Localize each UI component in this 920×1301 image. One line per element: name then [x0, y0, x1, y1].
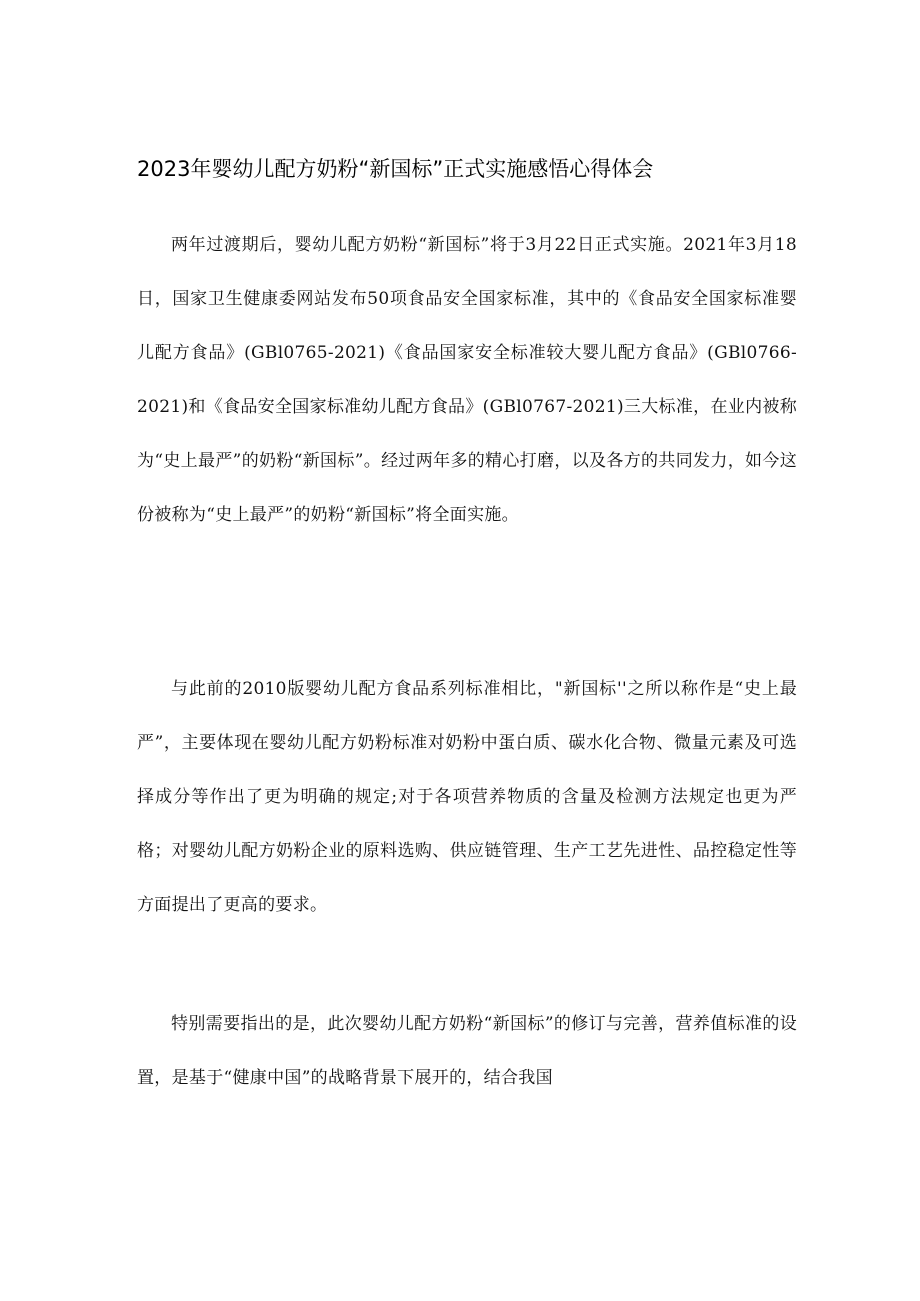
paragraph-3: 特别需要指出的是，此次婴幼儿配方奶粉“新国标”的修订与完善，营养值标准的设置，是基于“健康中国”的战略背景下展开的，结合我国 — [137, 1014, 797, 1088]
paragraph-1: 两年过渡期后，婴幼儿配方奶粉“新国标”将于3月22日正式实施。2021年3月18日，国家卫生健康委网站发布50项食品安全国家标准，其中的《食品安全国家标准婴儿配方食品》(GBl0765-2021)《食品国家安全标准较大婴儿配方食品》(GBl0766-2021)和《食品安全国家标准幼儿配方食品》(GBl0767-2021)三大标准，在业内被称为“史上最严”的奶粉“新国标”。经过两年多的精心打磨，以及各方的共同发力，如今这份被称为“史上最严”的奶粉“新国标”将全面实施。 — [137, 235, 797, 525]
document-title: 2023年婴幼儿配方奶粉“新国标”正式实施感悟心得体会 — [137, 157, 654, 181]
paragraph-2: 与此前的2010版婴幼儿配方食品系列标准相比，"新国标''之所以称作是“史上最严”，主要体现在婴幼儿配方奶粉标准对奶粉中蛋白质、碳水化合物、微量元素及可选择成分等作出了更为明确的规定;对于各项营养物质的含量及检测方法规定也更为严格；对婴幼儿配方奶粉企业的原料选购、供应链管理、生产工艺先进性、品控稳定性等方面提出了更高的要求。 — [137, 679, 797, 915]
